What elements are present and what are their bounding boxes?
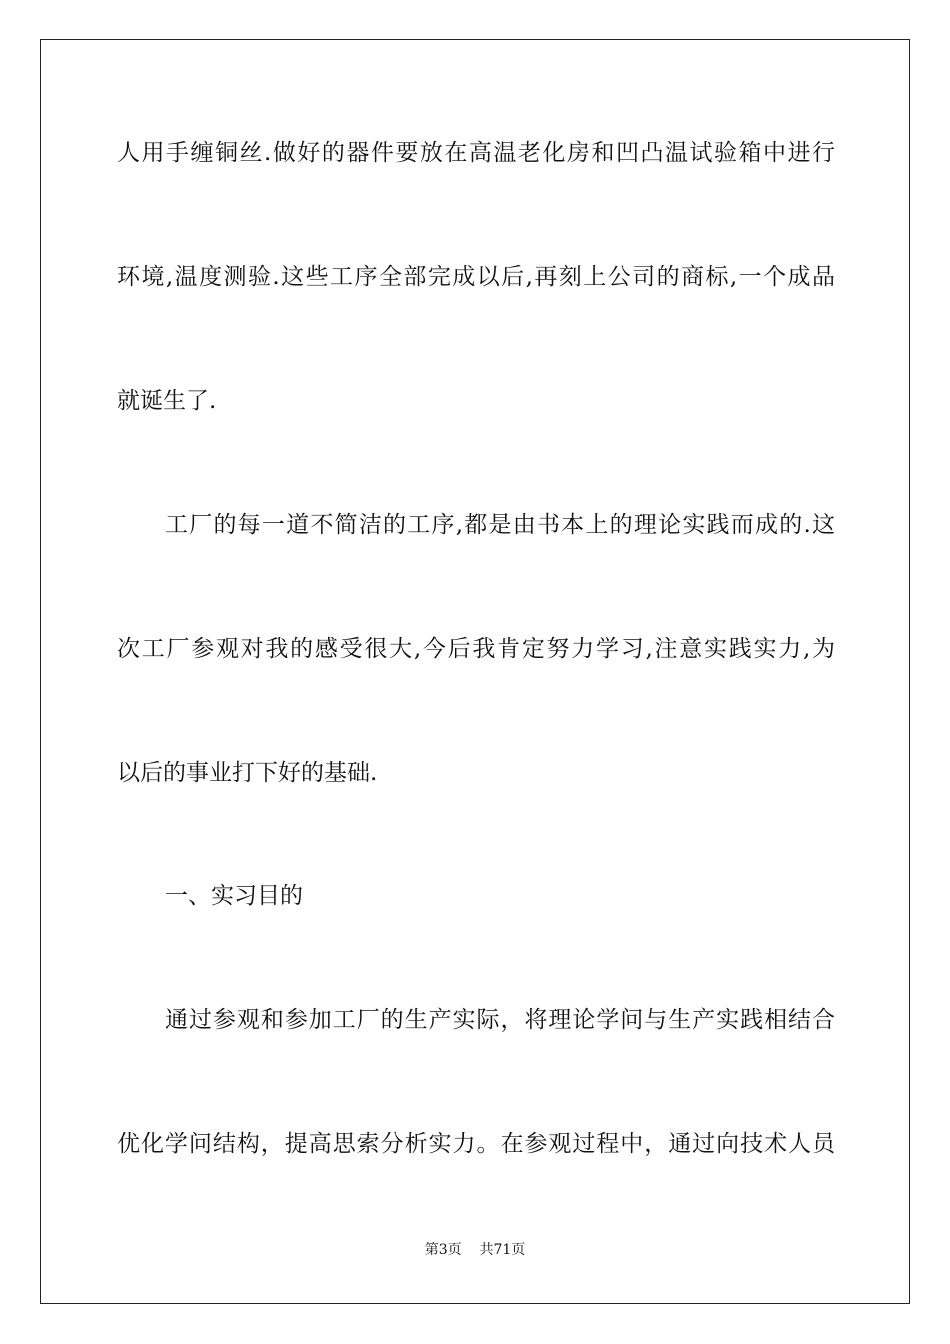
text-line-4: 工厂的每一道不简洁的工序,都是由书本上的理论实践而成的.这 [165,512,835,538]
section-heading: 一、实习目的 [165,883,303,909]
page-footer: 第3页 共71页 [424,1242,526,1258]
document-page [40,39,910,1304]
text-line-6: 以后的事业打下好的基础. [117,760,378,786]
text-line-3: 就诞生了. [117,388,217,414]
text-line-5: 次工厂参观对我的感受很大,今后我肯定努力学习,注意实践实力,为 [117,636,835,662]
text-line-1: 人用手缠铜丝.做好的器件要放在高温老化房和凹凸温试验箱中进行 [117,140,835,166]
text-line-2: 环境,温度测验.这些工序全部完成以后,再刻上公司的商标,一个成品 [117,264,835,290]
text-line-8: 通过参观和参加工厂的生产实际，将理论学问与生产实践相结合 [165,1007,835,1033]
text-line-9: 优化学问结构，提高思索分析实力。在参观过程中，通过向技术人员 [117,1131,835,1157]
